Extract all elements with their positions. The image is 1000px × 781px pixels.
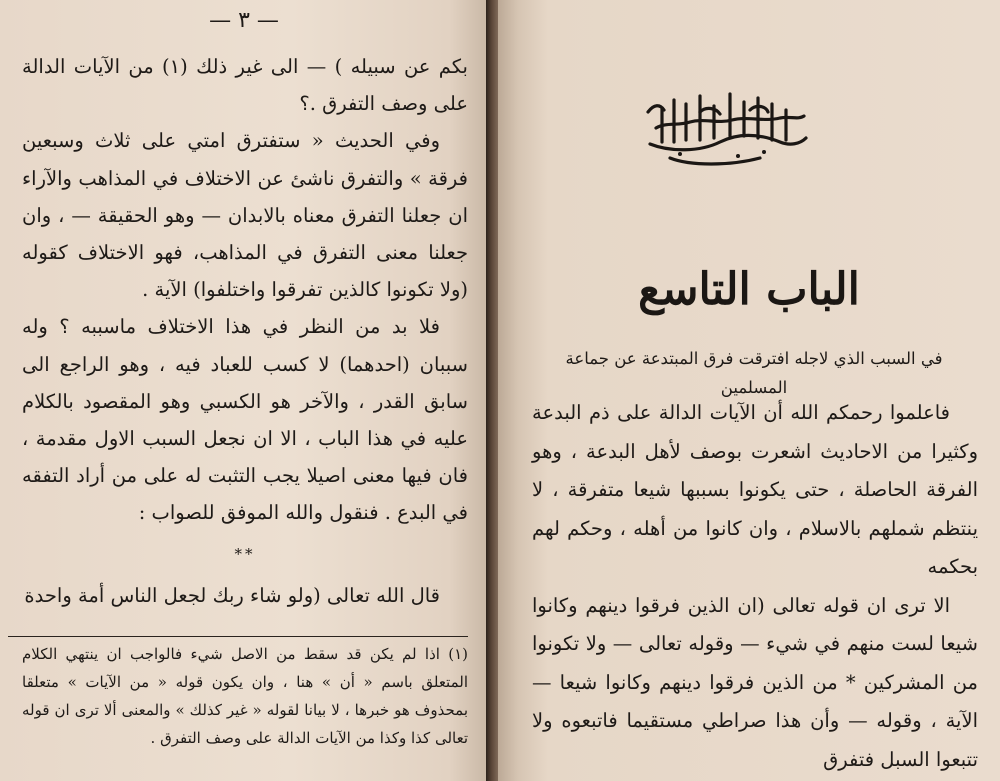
footnotes [22, 640, 468, 752]
footnote-divider [8, 636, 468, 637]
paragraph: بكم عن سبيله ) — الى غير ذلك (١) من الآيات الدالة على وصف التفرق .؟ [22, 55, 468, 116]
right-page-body [532, 394, 978, 779]
page-number: — ٣ — [209, 8, 279, 33]
paragraph: الا ترى ان قوله تعالى (ان الذين فرقوا دينهم وكانوا شيعا لست منهم في شيء — وقوله تعالى — ولا تكونوا من المشركين * من الذين فرقوا دينهم وكانوا شيعا — الآية ، وقوله — وأن هذا صراطي مستقيما فاتبعوه ولا تتبعوا السبل فتفرق [532, 593, 978, 771]
chapter-subtitle: في السبب الذي لاجله افترقت فرق المبتدعة عن جماعة المسلمين [565, 349, 943, 397]
paragraph: قال الله تعالى (ولو شاء ربك لجعل الناس أمة واحدة [24, 583, 440, 607]
section-separator: ** [234, 544, 256, 563]
chapter-title: الباب التاسع [638, 264, 860, 315]
paragraph: فلا بد من النظر في هذا الاختلاف ماسببه ؟ وله سببان (احدهما) لا كسب للعباد فيه ، وهو الراجع الى سابق القدر ، والآخر هو الكسبي وهو المقصود بالكلام عليه في هذا الباب ، الا ان نجعل السبب الاول مقدمة ، فان فيها معنى اصيلا يجب التثبت له على من أراد التفقه في البدع . فنقول والله الموفق للصواب : [22, 315, 468, 525]
paragraph: فاعلموا رحمكم الله أن الآيات الدالة على ذم البدعة وكثيرا من الاحاديث اشعرت بوصف لأهل البدعة ، وهو الفرقة الحاصلة ، حتى يكونوا بسببها شيعا متفرقة ، لا ينتظم شملهم بالاسلام ، وان كانوا من أهله ، وحكم لهم بحكمه [532, 401, 978, 578]
left-page-body [22, 48, 468, 614]
basmala-calligraphy-icon [640, 82, 812, 172]
footnote: (١) اذا لم يكن قد سقط من الاصل شيء فالواجب ان ينتهي الكلام المتعلق باسم « أن » هنا ، وان يكون قوله « من الآيات » متعلقا بمحذوف هو خبرها ، لا بيانا لقوله « غير كذلك » والمعنى ألا ترى ان قوله تعالى كذا وكذا من الآيات الدالة على وصف التفرق . [22, 645, 468, 747]
paragraph: وفي الحديث « ستفترق امتي على ثلاث وسبعين فرقة » والتفرق ناشئ عن الاختلاف في المذاهب والآراء ان جعلنا التفرق معناه بالابدان — وهو الحقيقة — ، وان جعلنا معنى التفرق في المذاهب، فهو الاختلاف كقوله (ولا تكونوا كالذين تفرقوا واختلفوا) الآية . [22, 129, 469, 302]
left-page [0, 0, 488, 781]
